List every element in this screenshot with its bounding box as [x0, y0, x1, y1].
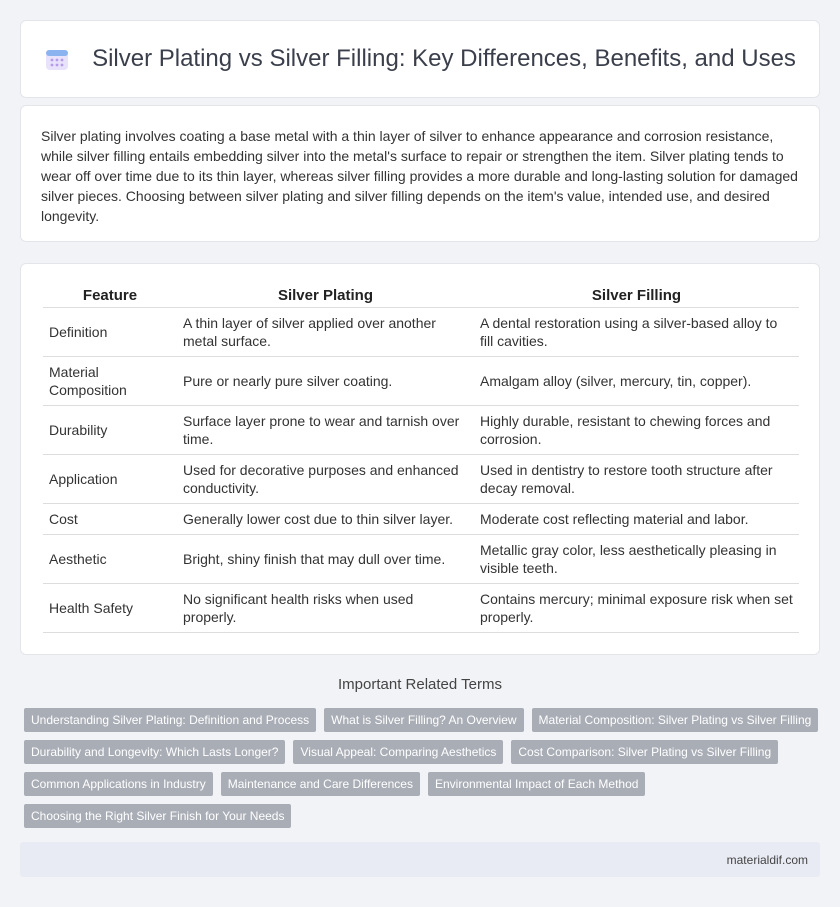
- related-tag[interactable]: Environmental Impact of Each Method: [428, 772, 645, 796]
- cell-feature: Definition: [43, 308, 177, 357]
- comparison-table: [43, 284, 799, 633]
- cell-plating: Pure or nearly pure silver coating.: [177, 357, 474, 406]
- cell-filling: Highly durable, resistant to chewing forces and corrosion.: [474, 406, 799, 455]
- cell-feature: Application: [43, 455, 177, 504]
- header-silver-filling: Silver Filling: [474, 284, 799, 308]
- intro-card: [20, 105, 820, 242]
- table-row: [43, 504, 799, 535]
- footer: [20, 842, 820, 877]
- cell-plating: Generally lower cost due to thin silver layer.: [177, 504, 474, 535]
- cell-plating: No significant health risks when used properly.: [177, 584, 474, 633]
- table-row: [43, 584, 799, 633]
- table-row: [43, 535, 799, 584]
- intro-paragraph: Silver plating involves coating a base metal with a thin layer of silver to enhance appearance and corrosion resistance, while silver filling entails embedding silver into the metal's surface to repair or strengthen the item. Silver plating tends to wear off over time due to its thin layer, whereas silver filling provides a more durable and long-lasting solution for damaged silver pieces. Choosing between silver plating and silver filling depends on the item's value, intended use, and desired longevity.: [41, 128, 798, 224]
- cell-filling: Moderate cost reflecting material and labor.: [474, 504, 799, 535]
- cell-feature: Health Safety: [43, 584, 177, 633]
- table-row: [43, 308, 799, 357]
- cell-filling: Amalgam alloy (silver, mercury, tin, copper).: [474, 357, 799, 406]
- header-feature: Feature: [43, 284, 177, 308]
- cell-feature: Cost: [43, 504, 177, 535]
- related-tag[interactable]: Maintenance and Care Differences: [221, 772, 420, 796]
- related-tag[interactable]: Common Applications in Industry: [24, 772, 213, 796]
- related-tag[interactable]: Material Composition: Silver Plating vs Silver Filling: [532, 708, 819, 732]
- cell-plating: Bright, shiny finish that may dull over time.: [177, 535, 474, 584]
- cell-plating: Used for decorative purposes and enhanced conductivity.: [177, 455, 474, 504]
- cell-filling: Contains mercury; minimal exposure risk when set properly.: [474, 584, 799, 633]
- cell-filling: A dental restoration using a silver-based alloy to fill cavities.: [474, 308, 799, 357]
- header-card: [20, 20, 820, 98]
- table-row: [43, 455, 799, 504]
- related-terms-tags: [24, 708, 820, 828]
- comparison-card: [20, 263, 820, 655]
- cell-feature: Aesthetic: [43, 535, 177, 584]
- cell-feature: Material Composition: [43, 357, 177, 406]
- table-row: [43, 406, 799, 455]
- related-tag[interactable]: Cost Comparison: Silver Plating vs Silver Filling: [511, 740, 778, 764]
- related-terms-heading: Important Related Terms: [338, 676, 502, 693]
- related-tag[interactable]: Visual Appeal: Comparing Aesthetics: [293, 740, 503, 764]
- table-row: [43, 357, 799, 406]
- related-tag[interactable]: Durability and Longevity: Which Lasts Longer?: [24, 740, 285, 764]
- cell-plating: Surface layer prone to wear and tarnish over time.: [177, 406, 474, 455]
- related-tag[interactable]: Understanding Silver Plating: Definition and Process: [24, 708, 316, 732]
- cell-plating: A thin layer of silver applied over another metal surface.: [177, 308, 474, 357]
- cell-filling: Metallic gray color, less aesthetically pleasing in visible teeth.: [474, 535, 799, 584]
- related-tag[interactable]: What is Silver Filling? An Overview: [324, 708, 523, 732]
- footer-site-link[interactable]: materialdif.com: [726, 852, 808, 867]
- header-silver-plating: Silver Plating: [177, 284, 474, 308]
- cell-feature: Durability: [43, 406, 177, 455]
- title-wrap: [44, 45, 796, 73]
- calendar-icon: [44, 46, 70, 72]
- table-header-row: [43, 284, 799, 308]
- related-tag[interactable]: Choosing the Right Silver Finish for Your Needs: [24, 804, 291, 828]
- page-title: Silver Plating vs Silver Filling: Key Differences, Benefits, and Uses: [92, 45, 796, 72]
- cell-filling: Used in dentistry to restore tooth structure after decay removal.: [474, 455, 799, 504]
